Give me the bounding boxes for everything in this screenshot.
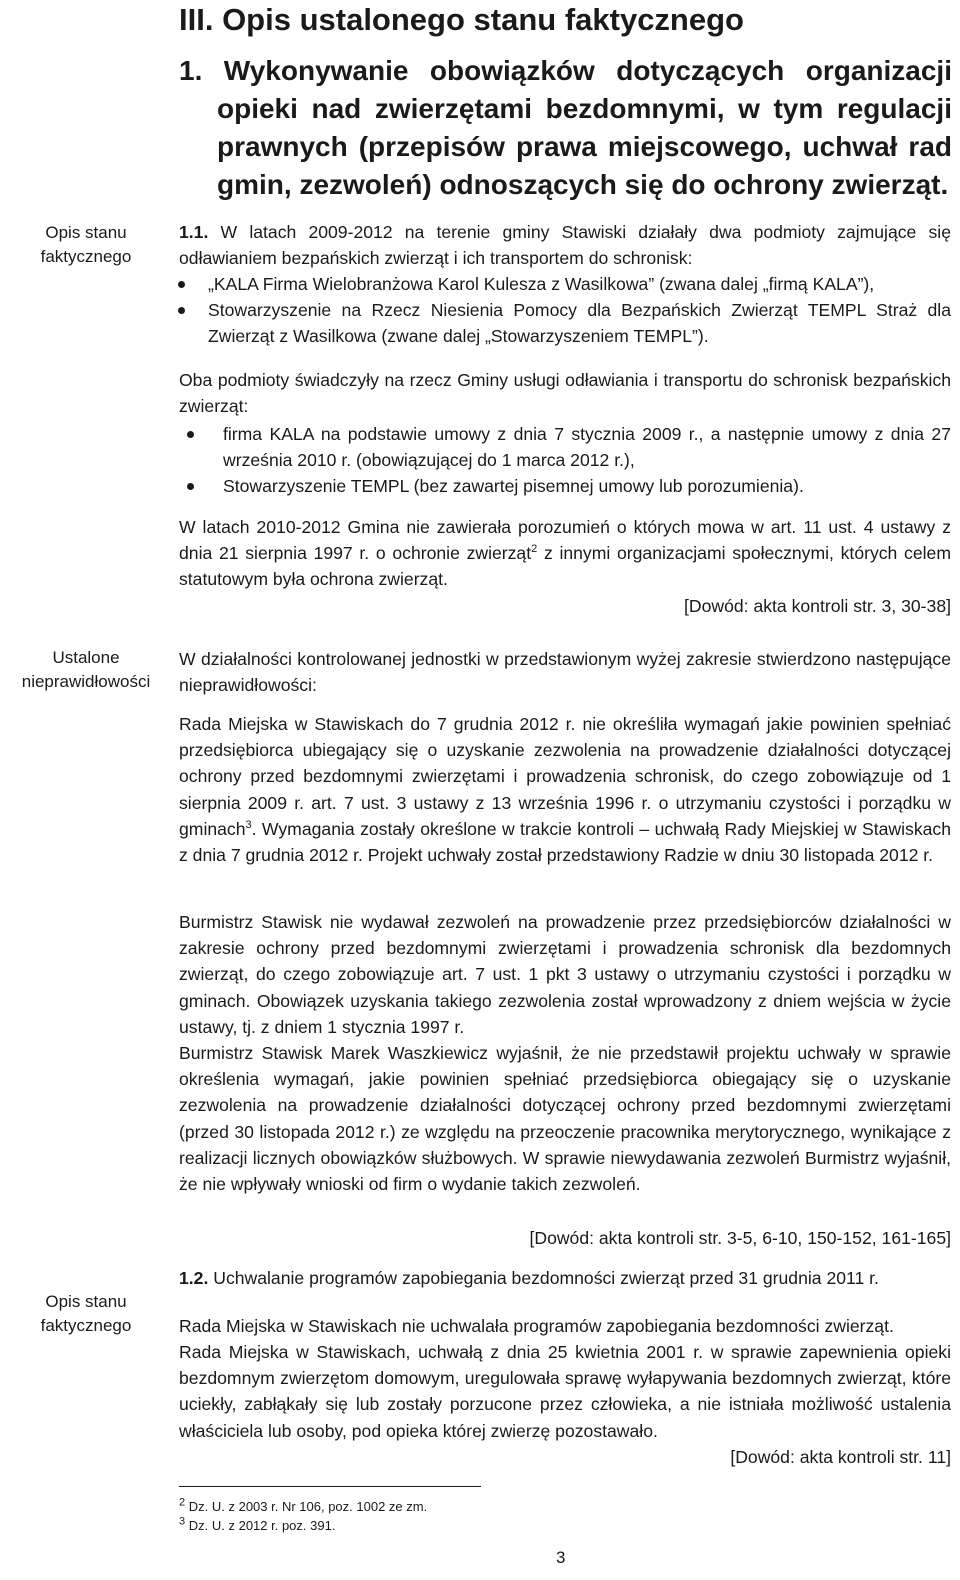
list-item: Stowarzyszenie na Rzecz Niesienia Pomocy dla Bezpańskich Zwierząt TEMPL Straż dla Zwierząt z Wasilkowa (zwane dalej „Stowarzyszeniem TEMPL”). bbox=[179, 297, 951, 349]
evidence-ref-3: [Dowód: akta kontroli str. 11] bbox=[730, 1447, 951, 1467]
bullet-list-2 bbox=[179, 421, 951, 500]
paragraph-text: Uchwalanie programów zapobiegania bezdomności zwierząt przed 31 grudnia 2011 r. bbox=[213, 1268, 879, 1288]
paragraph-number: 1.2. bbox=[179, 1268, 209, 1288]
paragraph-1-2 bbox=[179, 1265, 951, 1291]
bullet-icon bbox=[187, 483, 194, 490]
paragraph-no-programs: Rada Miejska w Stawiskach nie uchwalała programów zapobiegania bezdomności zwierząt. bbox=[179, 1316, 894, 1336]
paragraph-text: W latach 2009-2012 na terenie gminy Stawiski działały dwa podmioty zajmujące się odławianiem bezpańskich zwierząt i ich transportem do schronisk: bbox=[179, 222, 951, 269]
sub-title-text: 1. Wykonywanie obowiązków dotyczących organizacji opieki nad zwierzętami bezdomnymi, w tym regulacji prawnych (przepisów prawa miejscowego, uchwał rad gmin, zezwoleń) odnoszących się do ochrony zwierząt. bbox=[179, 55, 952, 200]
footnote: $^3$ Dz. U. z 2012 r. poz. 391. bbox=[179, 1515, 336, 1533]
bullet-icon bbox=[178, 307, 185, 314]
footnotes bbox=[179, 1497, 427, 1535]
paragraph-agreements: W latach 2010-2012 Gmina nie zawierała porozumień o których mowa w art. 11 ust. 4 ustawy z dnia 21 sierpnia 1997 r. o ochronie zwierząt$^2$ z innymi organizacjami społecznymi, których celem statutowym była ochrona zwierząt. bbox=[179, 517, 951, 590]
list-item: Stowarzyszenie TEMPL (bez zawartej pisemnej umowy lub porozumienia). bbox=[179, 473, 951, 499]
bullet-icon bbox=[178, 281, 185, 288]
margin-label-facts-1: Opis stanu faktycznego bbox=[40, 223, 132, 266]
section-title: III. Opis ustalonego stanu faktycznego bbox=[179, 2, 744, 37]
paragraph-council: Rada Miejska w Stawiskach do 7 grudnia 2012 r. nie określiła wymagań jakie powinien spełniać przedsiębiorca ubiegający się o uzyskanie zezwolenia na prowadzenie działalności dotyczącej ochrony przed bezdomnymi zwierzętami i prowadzenia schronisk, do czego zobowiązuje od 1 sierpnia 2009 r. art. 7 ust. 3 ustawy z 13 września 1996 r. o utrzymaniu czystości i porządku w gminach$^3$. Wymagania zostały określone w trakcie kontroli – uchwałą Rady Miejskiej w Stawiskach z dnia 7 grudnia 2012 r. Projekt uchwały został przedstawiony Radzie w dniu 30 listopada 2012 r. bbox=[179, 714, 951, 866]
footnote-ref[interactable]: 3 bbox=[245, 818, 252, 831]
paragraph-permits: Burmistrz Stawisk nie wydawał zezwoleń na prowadzenie przez przedsiębiorców działalności w zakresie ochrony przed bezdomnymi zwierzętami i prowadzenia schronisk dla bezdomnych zwierząt, do czego zobowiązuje art. 7 ust. 1 pkt 3 ustawy o utrzymaniu czystości i porządku w gminach. Obowiązek uzyskania takiego zezwolenia został wprowadzony z dniem wejścia w życie ustawy, tj. z dniem 1 stycznia 1997 r. bbox=[179, 912, 951, 1037]
sub-title bbox=[179, 52, 952, 204]
evidence-ref-2: [Dowód: akta kontroli str. 3-5, 6-10, 150-152, 161-165] bbox=[529, 1228, 951, 1248]
paragraph-irregularities-intro: W działalności kontrolowanej jednostki w przedstawionym wyżej zakresie stwierdzono następujące nieprawidłowości: bbox=[179, 649, 951, 696]
paragraph-number: 1.1. bbox=[179, 222, 209, 242]
margin-label-irregularities: Ustalone nieprawidłowości bbox=[21, 648, 151, 691]
paragraph-services: Oba podmioty świadczyły na rzecz Gminy usługi odławiania i transportu do schronisk bezpańskich zwierząt: bbox=[179, 370, 951, 417]
list-item: „KALA Firma Wielobranżowa Karol Kulesza z Wasilkowa” (zwana dalej „firmą KALA”), bbox=[179, 271, 951, 297]
list-item: firma KALA na podstawie umowy z dnia 7 stycznia 2009 r., a następnie umowy z dnia 27 września 2010 r. (obowiązującej do 1 marca 2012 r.), bbox=[179, 421, 951, 473]
bullet-list-1 bbox=[179, 271, 951, 350]
paragraph-explanation: Burmistrz Stawisk Marek Waszkiewicz wyjaśnił, że nie przedstawił projektu uchwały w sprawie określenia wymagań, jakie powinien spełniać przedsiębiorca obiegający się o uzyskanie zezwolenia na prowadzenie działalności dotyczącej ochrony przed bezdomnymi zwierzętami (przed 30 listopada 2012 r.) ze względu na przeoczenie pracownika merytorycznego, wynikające z realizacji licznych obowiązków służbowych. W sprawie niewydawania zezwoleń Burmistrz wyjaśnił, że nie wpływały wnioski od firm o wydanie takich zezwoleń. bbox=[179, 1043, 951, 1195]
paragraph-1-1 bbox=[179, 219, 951, 271]
paragraph-resolution-2001: Rada Miejska w Stawiskach, uchwałą z dnia 25 kwietnia 2001 r. w sprawie zapewnienia opieki bezdomnym zwierzętom domowym, uregulowała sprawę wyłapywania bezdomnych zwierząt, które uciekły, zabłąkały się lub zostały porzucone przez człowieka, a nie istniała możliwość ustalenia właściciela lub osoby, pod opieka której zwierzę pozostawało. bbox=[179, 1342, 951, 1441]
page-number: 3 bbox=[556, 1548, 566, 1567]
footnote-divider bbox=[179, 1486, 481, 1487]
footnote-ref[interactable]: 2 bbox=[531, 543, 538, 556]
margin-label-facts-2: Opis stanu faktycznego bbox=[40, 1292, 132, 1335]
footnote: $^2$ Dz. U. z 2003 r. Nr 106, poz. 1002 ze zm. bbox=[179, 1496, 428, 1514]
evidence-ref-1: [Dowód: akta kontroli str. 3, 30-38] bbox=[684, 596, 951, 616]
bullet-icon bbox=[187, 431, 194, 438]
